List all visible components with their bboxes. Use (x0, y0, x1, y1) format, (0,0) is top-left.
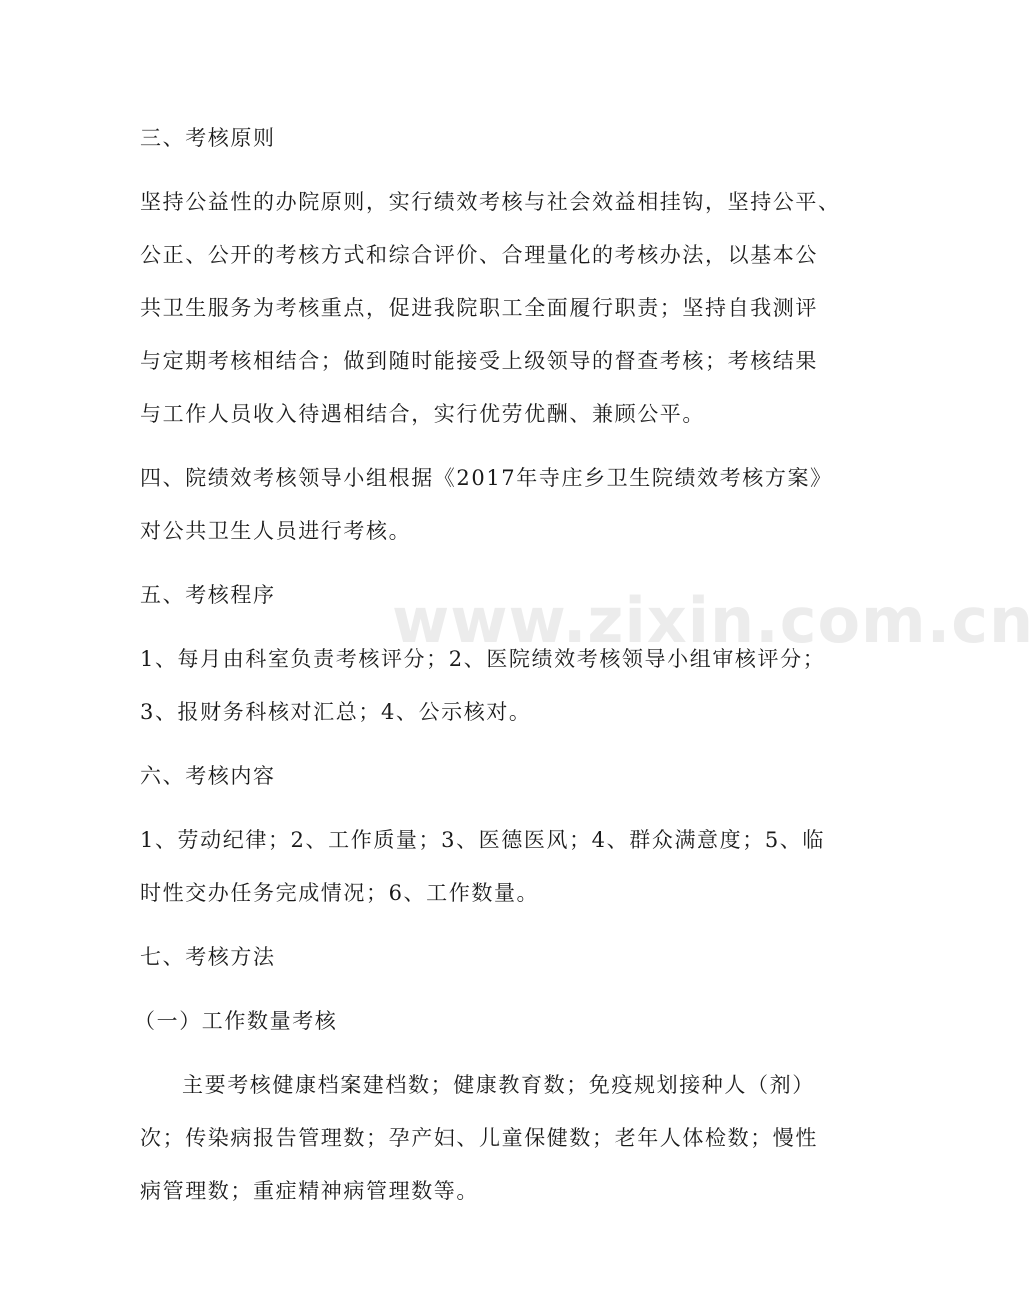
text-line: 次；传染病报告管理数；孕产妇、儿童保健数；老年人体检数；慢性 (140, 1126, 818, 1150)
text-line: 对公共卫生人员进行考核。 (140, 519, 412, 543)
paragraph-procedure (140, 633, 826, 739)
text-line: 五、考核程序 (140, 583, 276, 607)
paragraph-content (140, 814, 826, 920)
text-line: 公正、公开的考核方式和综合评价、合理量化的考核办法，以基本公 (140, 243, 818, 267)
paragraph-method (140, 1059, 818, 1218)
watermark: www.zixin.com.cn (392, 584, 1034, 657)
paragraph-leadership (140, 452, 833, 558)
text-line: 七、考核方法 (140, 945, 276, 969)
text-line: 病管理数；重症精神病管理数等。 (140, 1179, 479, 1203)
text-line: 3、报财务科核对汇总；4、公示核对。 (140, 700, 532, 724)
text-line: 时性交办任务完成情况；6、工作数量。 (140, 881, 540, 905)
document-body (134, 112, 841, 1218)
section-heading-principle (140, 112, 805, 165)
text-line: 主要考核健康档案建档数；健康教育数；免疫规划接种人（剂） (182, 1073, 815, 1097)
text-line: 三、考核原则 (140, 126, 276, 150)
text-line: 四、院绩效考核领导小组根据《2017年寺庄乡卫生院绩效考核方案》 (140, 466, 833, 490)
text-line: 坚持公益性的办院原则，实行绩效考核与社会效益相挂钩，坚持公平、 (140, 190, 841, 214)
text-line: 六、考核内容 (140, 764, 276, 788)
text-line: 1、劳动纪律；2、工作质量；3、医德医风；4、群众满意度；5、临 (140, 828, 826, 852)
section-heading-method (140, 931, 805, 984)
subsection-heading-quantity (134, 995, 805, 1048)
text-line: 1、每月由科室负责考核评分；2、医院绩效考核领导小组审核评分； (140, 647, 826, 671)
section-heading-procedure (140, 569, 805, 622)
paragraph-principle (140, 176, 841, 441)
text-line: （一）工作数量考核 (134, 1009, 338, 1033)
text-line: 与工作人员收入待遇相结合，实行优劳优酬、兼顾公平。 (140, 402, 705, 426)
section-heading-content (140, 750, 805, 803)
text-line: 共卫生服务为考核重点，促进我院职工全面履行职责；坚持自我测评 (140, 296, 818, 320)
text-line: 与定期考核相结合；做到随时能接受上级领导的督查考核；考核结果 (140, 349, 818, 373)
